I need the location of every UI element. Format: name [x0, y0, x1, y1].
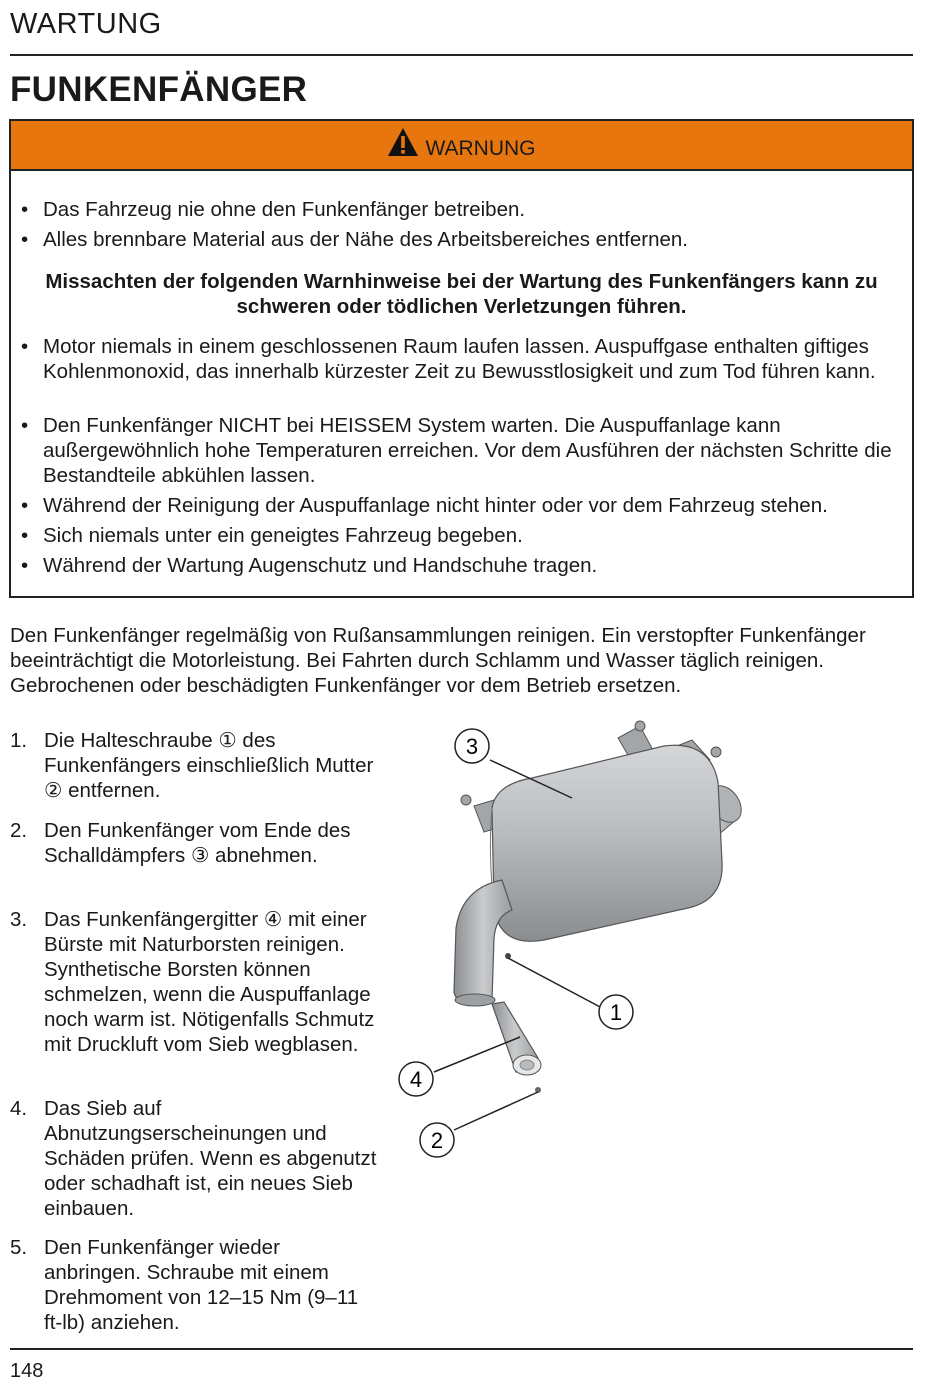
callout-4	[399, 1062, 433, 1096]
step-number: 5.	[10, 1236, 28, 1259]
warning-bar	[11, 121, 912, 171]
warning-bullet: • Den Funkenfänger NICHT bei HEISSEM System warten. Die Auspuffanlage kann außergewöhnlich hohe Temperaturen erreichen. Vor dem Ausführen der nächsten Schritte die Bestandteile abkühlen lassen.	[19, 413, 904, 488]
callout-2-label: 2	[430, 1128, 444, 1153]
page-title: FUNKENFÄNGER	[10, 70, 308, 109]
warning-bullet: • Alles brennbare Material aus der Nähe des Arbeitsbereiches entfernen.	[19, 227, 904, 252]
warning-bullet: • Sich niemals unter ein geneigtes Fahrzeug begeben.	[19, 523, 904, 548]
section-header: WARTUNG	[10, 8, 162, 40]
muffler-diagram	[392, 712, 752, 1172]
step-number: 3.	[10, 908, 28, 931]
warning-bold-notice: Missachten der folgenden Warnhinweise bei der Wartung des Funkenfängers kann zu schweren oder tödlichen Verletzungen führen.	[45, 270, 878, 318]
header-rule	[10, 54, 913, 56]
page-number: 148	[10, 1360, 44, 1382]
inlet-pipe	[454, 880, 512, 1006]
muffler-body	[490, 745, 722, 941]
callout-4-label: 4	[409, 1067, 423, 1092]
warning-label: WARNUNG	[425, 137, 536, 160]
step-item	[10, 1235, 380, 1335]
step-item	[10, 728, 380, 803]
step-text: Das Funkenfängergitter ④ mit einer Bürste mit Naturborsten reinigen. Synthetische Borsten können schmelzen, wenn die Auspuffanlage noch warm ist. Nötigenfalls Schmutz mit Druckluft vom Sieb wegblasen.	[44, 908, 375, 1056]
step-item	[10, 818, 380, 868]
callout-3-label: 3	[465, 734, 479, 759]
step-text: Den Funkenfänger vom Ende des Schalldämpfers ③ abnehmen.	[44, 819, 351, 867]
callout-2	[420, 1123, 454, 1157]
warning-triangle-icon	[387, 127, 419, 157]
footer-rule	[10, 1348, 913, 1350]
step-item	[10, 1096, 380, 1221]
step-number: 2.	[10, 819, 28, 842]
callout-1-label: 1	[609, 1000, 623, 1025]
step-number: 4.	[10, 1097, 28, 1120]
step-item	[10, 907, 380, 1057]
warning-bullet: • Das Fahrzeug nie ohne den Funkenfänger betreiben.	[19, 197, 904, 222]
warning-bullet: • Motor niemals in einem geschlossenen Raum laufen lassen. Auspuffgase enthalten giftiges Kohlenmonoxid, das innerhalb kürzester Zeit zu Bewusstlosigkeit und zum Tod führen kann.	[19, 334, 904, 384]
callout-1	[599, 995, 633, 1029]
warning-bullet: • Während der Reinigung der Auspuffanlage nicht hinter oder vor dem Fahrzeug stehen.	[19, 493, 904, 518]
step-number: 1.	[10, 729, 28, 752]
warning-bullet: • Während der Wartung Augenschutz und Handschuhe tragen.	[19, 553, 904, 578]
step-text: Den Funkenfänger wieder anbringen. Schraube mit einem Drehmoment von 12–15 Nm (9–11 ft-lb) anziehen.	[44, 1236, 359, 1334]
intro-paragraph: Den Funkenfänger regelmäßig von Rußansammlungen reinigen. Ein verstopfter Funkenfänger beeinträchtigt die Motorleistung. Bei Fahrten durch Schlamm und Wasser täglich reinigen. Gebrochenen oder beschädigten Funkenfänger vor dem Betrieb ersetzen.	[10, 624, 866, 697]
callout-3	[455, 729, 489, 763]
step-text: Die Halteschraube ① des Funkenfängers einschließlich Mutter ② entfernen.	[44, 729, 374, 802]
step-text: Das Sieb auf Abnutzungserscheinungen und Schäden prüfen. Wenn es abgenutzt oder schadhaft ist, ein neues Sieb einbauen.	[44, 1097, 377, 1220]
warning-box	[9, 119, 914, 598]
